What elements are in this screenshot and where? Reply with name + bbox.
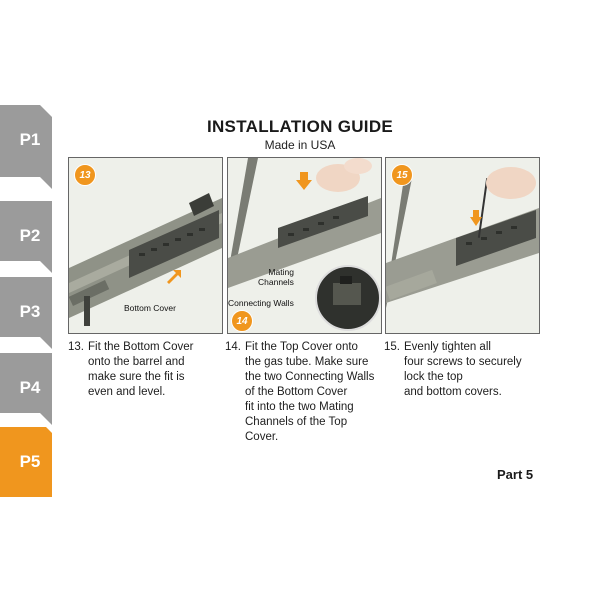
step-14-number: 14. — [225, 341, 241, 353]
step-15-photo — [385, 157, 540, 334]
callout-connecting-walls: Connecting Walls — [228, 298, 294, 308]
arrow-icon — [167, 270, 183, 286]
tab-p2[interactable] — [0, 201, 52, 271]
step-15-text-1: Evenly tighten all — [404, 341, 491, 353]
step-14-caption — [225, 340, 385, 445]
step-15-text-2: four screws to securely — [404, 356, 522, 368]
down-arrow-icon — [470, 210, 482, 226]
rifle-screws-illustration — [386, 158, 539, 333]
step-14-text-3: the two Connecting Walls — [245, 371, 375, 383]
step-14-text-6: Channels of the Top — [245, 416, 348, 428]
tab-p2-label: P2 — [19, 226, 41, 245]
part-label: Part 5 — [497, 467, 534, 482]
step-13-text-1: Fit the Bottom Cover — [88, 341, 194, 353]
callout-mating-channels — [258, 267, 294, 287]
step-14-line-1 — [225, 340, 385, 355]
tab-p5[interactable] — [0, 427, 52, 497]
tab-p3-label: P3 — [19, 302, 41, 321]
callout-mating: Mating — [268, 267, 294, 277]
step-13-line-1 — [68, 340, 228, 355]
step-14-text-2: the gas tube. Make sure — [245, 356, 369, 368]
step-14-text-4: of the Bottom Cover — [245, 386, 348, 398]
tab-p3[interactable] — [0, 277, 52, 347]
step-15-text-4: and bottom covers. — [404, 386, 502, 398]
page-subtitle: Made in USA — [264, 138, 336, 152]
tab-p1-label: P1 — [19, 130, 41, 149]
tab-p1[interactable] — [0, 105, 52, 175]
step-14-text-7: Cover. — [245, 431, 279, 443]
step-13-text-3: make sure the fit is — [88, 371, 185, 383]
callout-channels: Channels — [258, 277, 294, 287]
step-14-text-1: Fit the Top Cover onto — [245, 341, 358, 353]
step-15-text-3: lock the top — [404, 371, 463, 383]
step-13-photo — [68, 157, 223, 334]
step-15-caption — [384, 340, 544, 400]
step-14-text-5: fit into the two Mating — [245, 401, 354, 413]
tab-p5-label: P5 — [19, 452, 41, 471]
step-13-caption — [68, 340, 228, 400]
tab-p4[interactable] — [0, 353, 52, 423]
page-title: INSTALLATION GUIDE — [206, 117, 394, 136]
step-13-badge: 13 — [74, 164, 96, 186]
step-14-photo — [227, 157, 382, 334]
tab-p4-label: P4 — [19, 378, 41, 397]
step-14-badge: 14 — [231, 310, 253, 332]
step-13-text-2: onto the barrel and — [88, 356, 185, 368]
callout-bottom-cover: Bottom Cover — [124, 303, 176, 313]
step-13-text-4: even and level. — [88, 386, 166, 398]
step-15-badge: 15 — [391, 164, 413, 186]
part-tabs — [0, 105, 52, 495]
step-15-number: 15. — [384, 341, 400, 353]
down-arrow-icon — [296, 172, 312, 190]
step-15-line-1 — [384, 340, 544, 355]
step-13-number: 13. — [68, 341, 84, 353]
